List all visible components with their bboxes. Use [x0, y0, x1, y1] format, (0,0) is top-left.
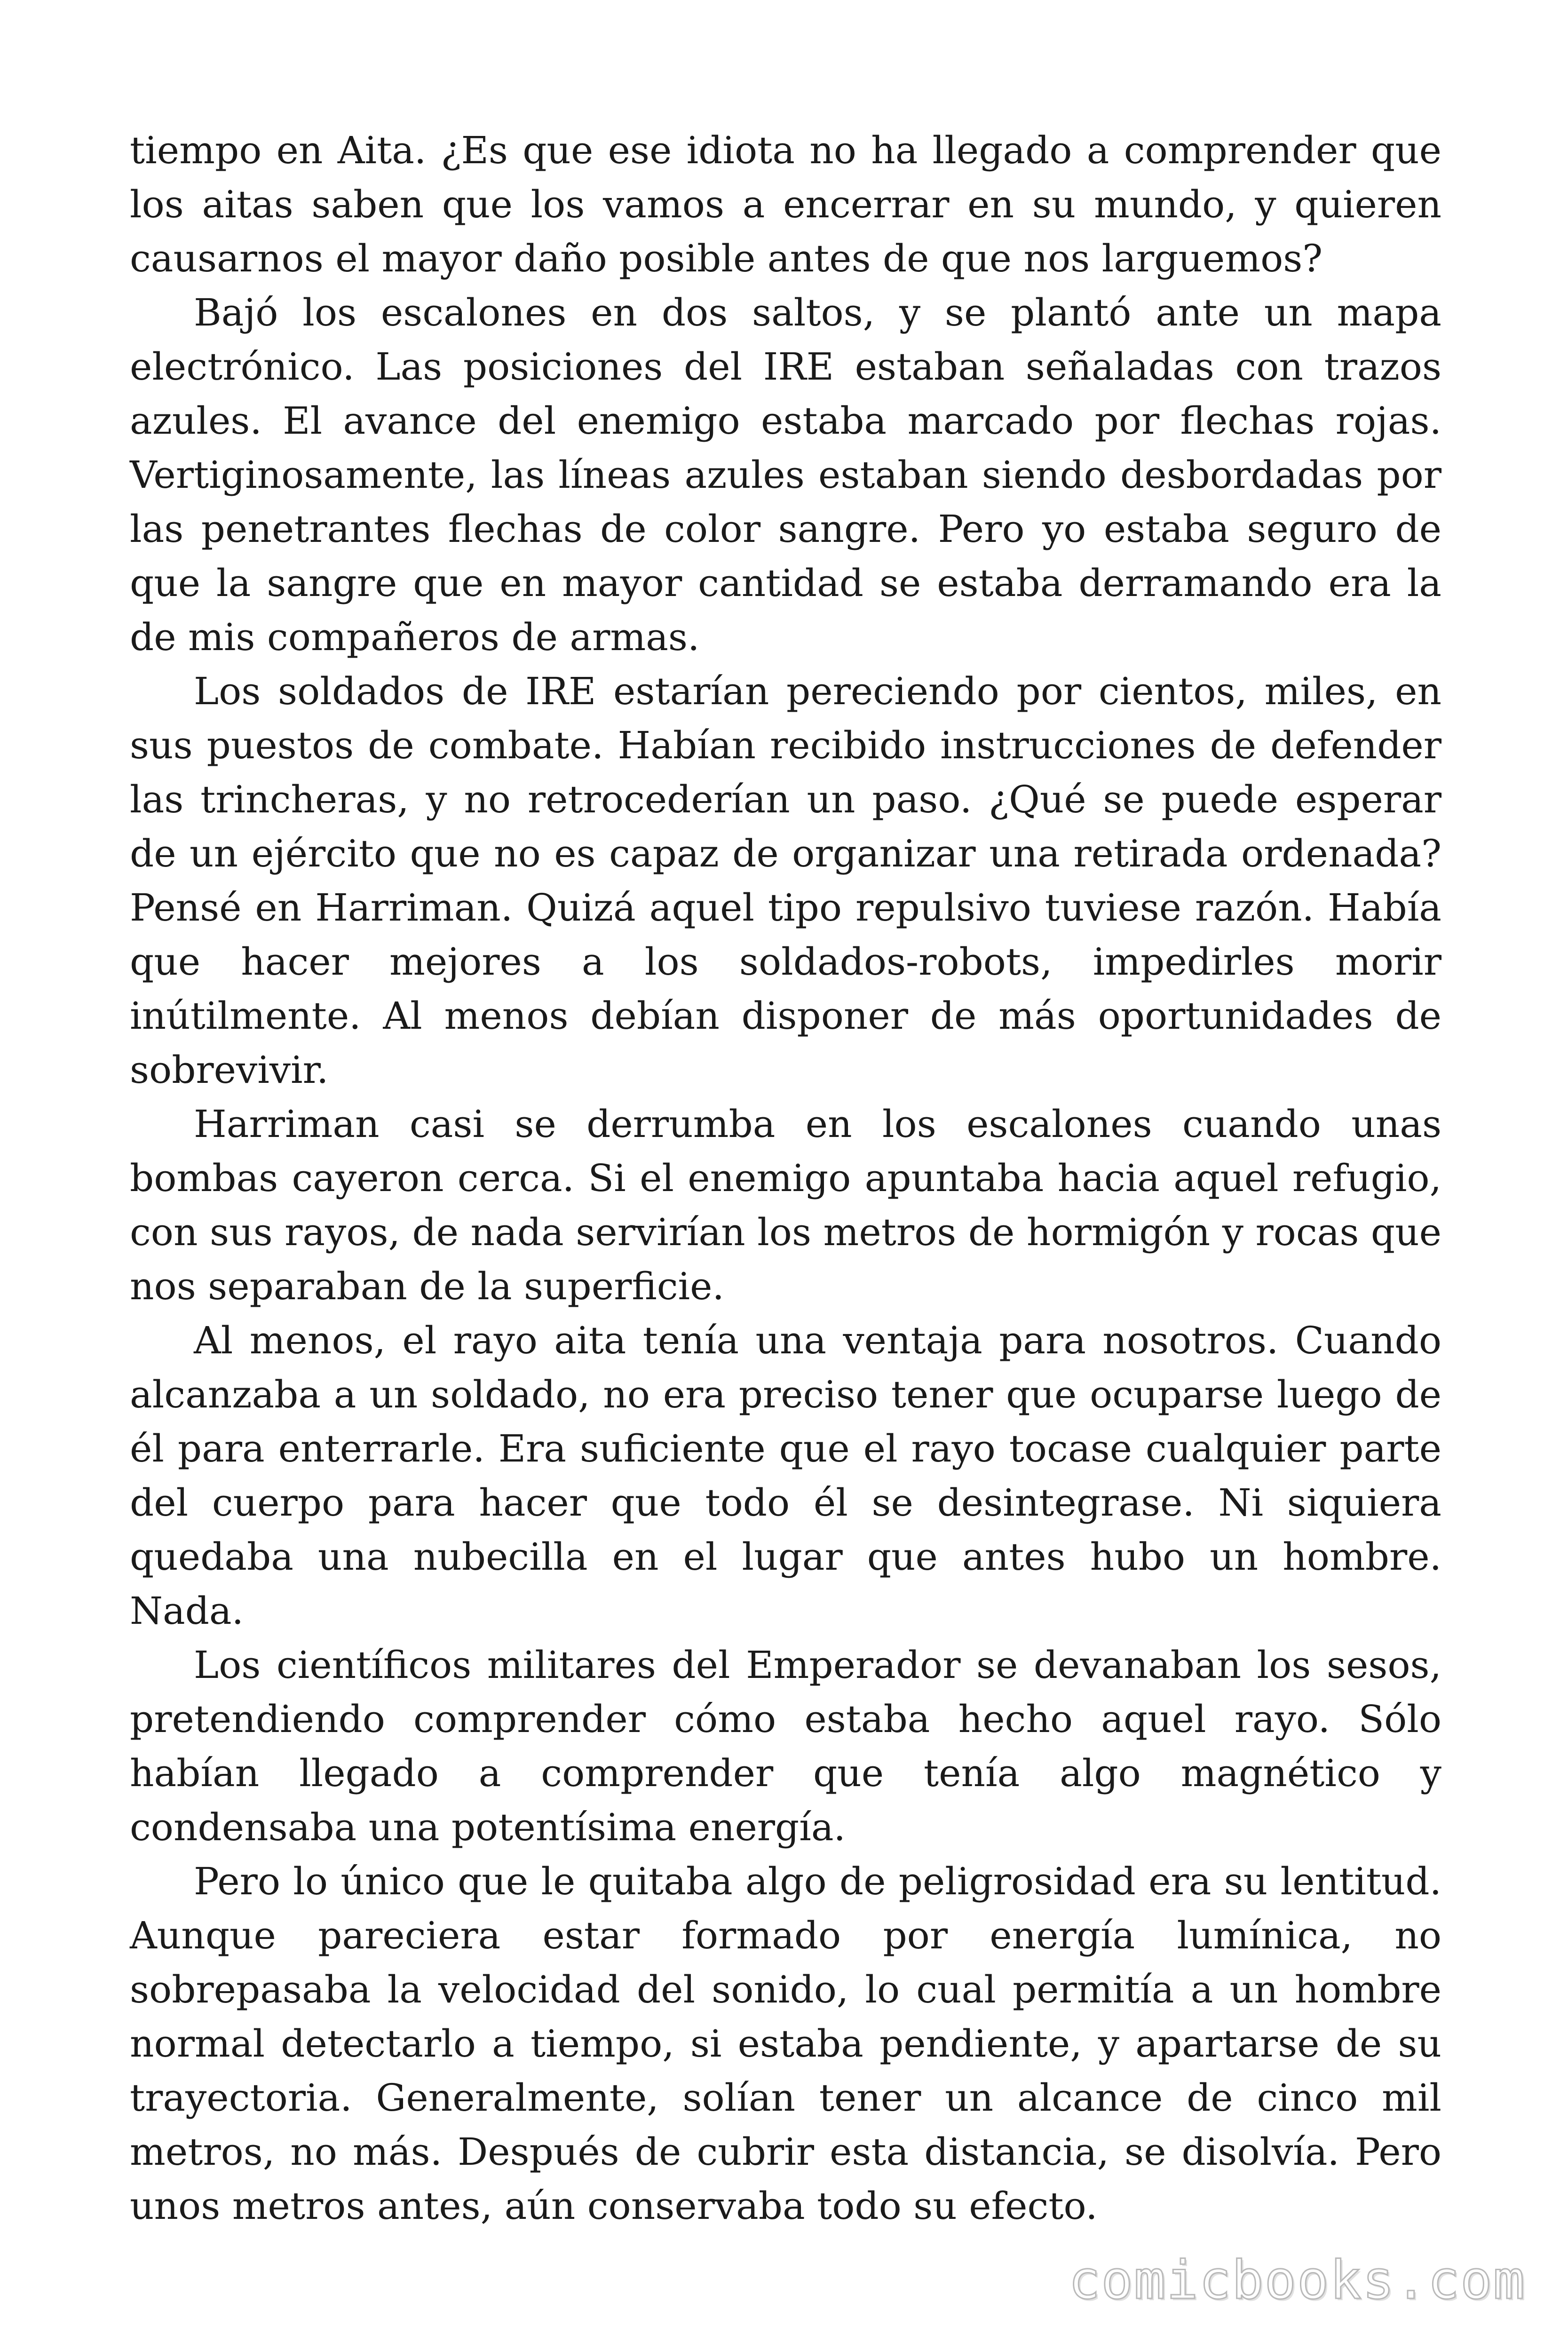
watermark: comicbooks.com [1068, 2250, 1526, 2311]
paragraph-7: Pero lo único que le quitaba algo de peligrosidad era su lentitud. Aunque pareciera estar formado por energía lumínica, no sobrepasaba la velocidad del sonido, lo cual permitía a un hombre normal detectarlo a tiempo, si estaba pendiente, y apartarse de su trayectoria. Generalmente, solían tener un alcance de cinco mil metros, no más. Después de cubrir esta distancia, se disolvía. Pero unos metros antes, aún conservaba todo su efecto. [130, 1859, 1441, 2228]
paragraph-4: Harriman casi se derrumba en los escalones cuando unas bombas cayeron cerca. Si el enemigo apuntaba hacia aquel refugio, con sus rayos, de nada servirían los metros de hormigón y rocas que nos separaban de la superficie. [130, 1102, 1441, 1308]
paragraph-2: Bajó los escalones en dos saltos, y se plantó ante un mapa electrónico. Las posiciones del IRE estaban señaladas con trazos azules. El avance del enemigo estaba marcado por flechas rojas. Vertiginosamente, las líneas azules estaban siendo desbordadas por las penetrantes flechas de color sangre. Pero yo estaba seguro de que la sangre que en mayor cantidad se estaba derramando era la de mis compañeros de armas. [130, 291, 1441, 659]
paragraph-6: Los científicos militares del Emperador se devanaban los sesos, pretendiendo comprender cómo estaba hecho aquel rayo. Sólo habían llegado a comprender que tenía algo magnético y condensaba una potentísima energía. [130, 1643, 1441, 1849]
page-body [130, 123, 1441, 2233]
paragraph-3: Los soldados de IRE estarían pereciendo por cientos, miles, en sus puestos de combate. Habían recibido instrucciones de defender las trincheras, y no retrocederían un paso. ¿Qué se puede esperar de un ejército que no es capaz de organizar una retirada ordenada? Pensé en Harriman. Quizá aquel tipo repulsivo tuviese razón. Había que hacer mejores a los soldados-robots, impedirles morir inútilmente. Al menos debían disponer de más oportunidades de sobrevivir. [130, 669, 1441, 1092]
paragraph-5: Al menos, el rayo aita tenía una ventaja para nosotros. Cuando alcanzaba a un soldado, no era preciso tener que ocuparse luego de él para enterrarle. Era suficiente que el rayo tocase cualquier parte del cuerpo para hacer que todo él se desintegrase. Ni siquiera quedaba una nubecilla en el lugar que antes hubo un hombre. Nada. [130, 1319, 1441, 1633]
paragraph-1: tiempo en Aita. ¿Es que ese idiota no ha llegado a comprender que los aitas saben que los vamos a encerrar en su mundo, y quieren causarnos el mayor daño posible antes de que nos larguemos? [130, 128, 1441, 280]
